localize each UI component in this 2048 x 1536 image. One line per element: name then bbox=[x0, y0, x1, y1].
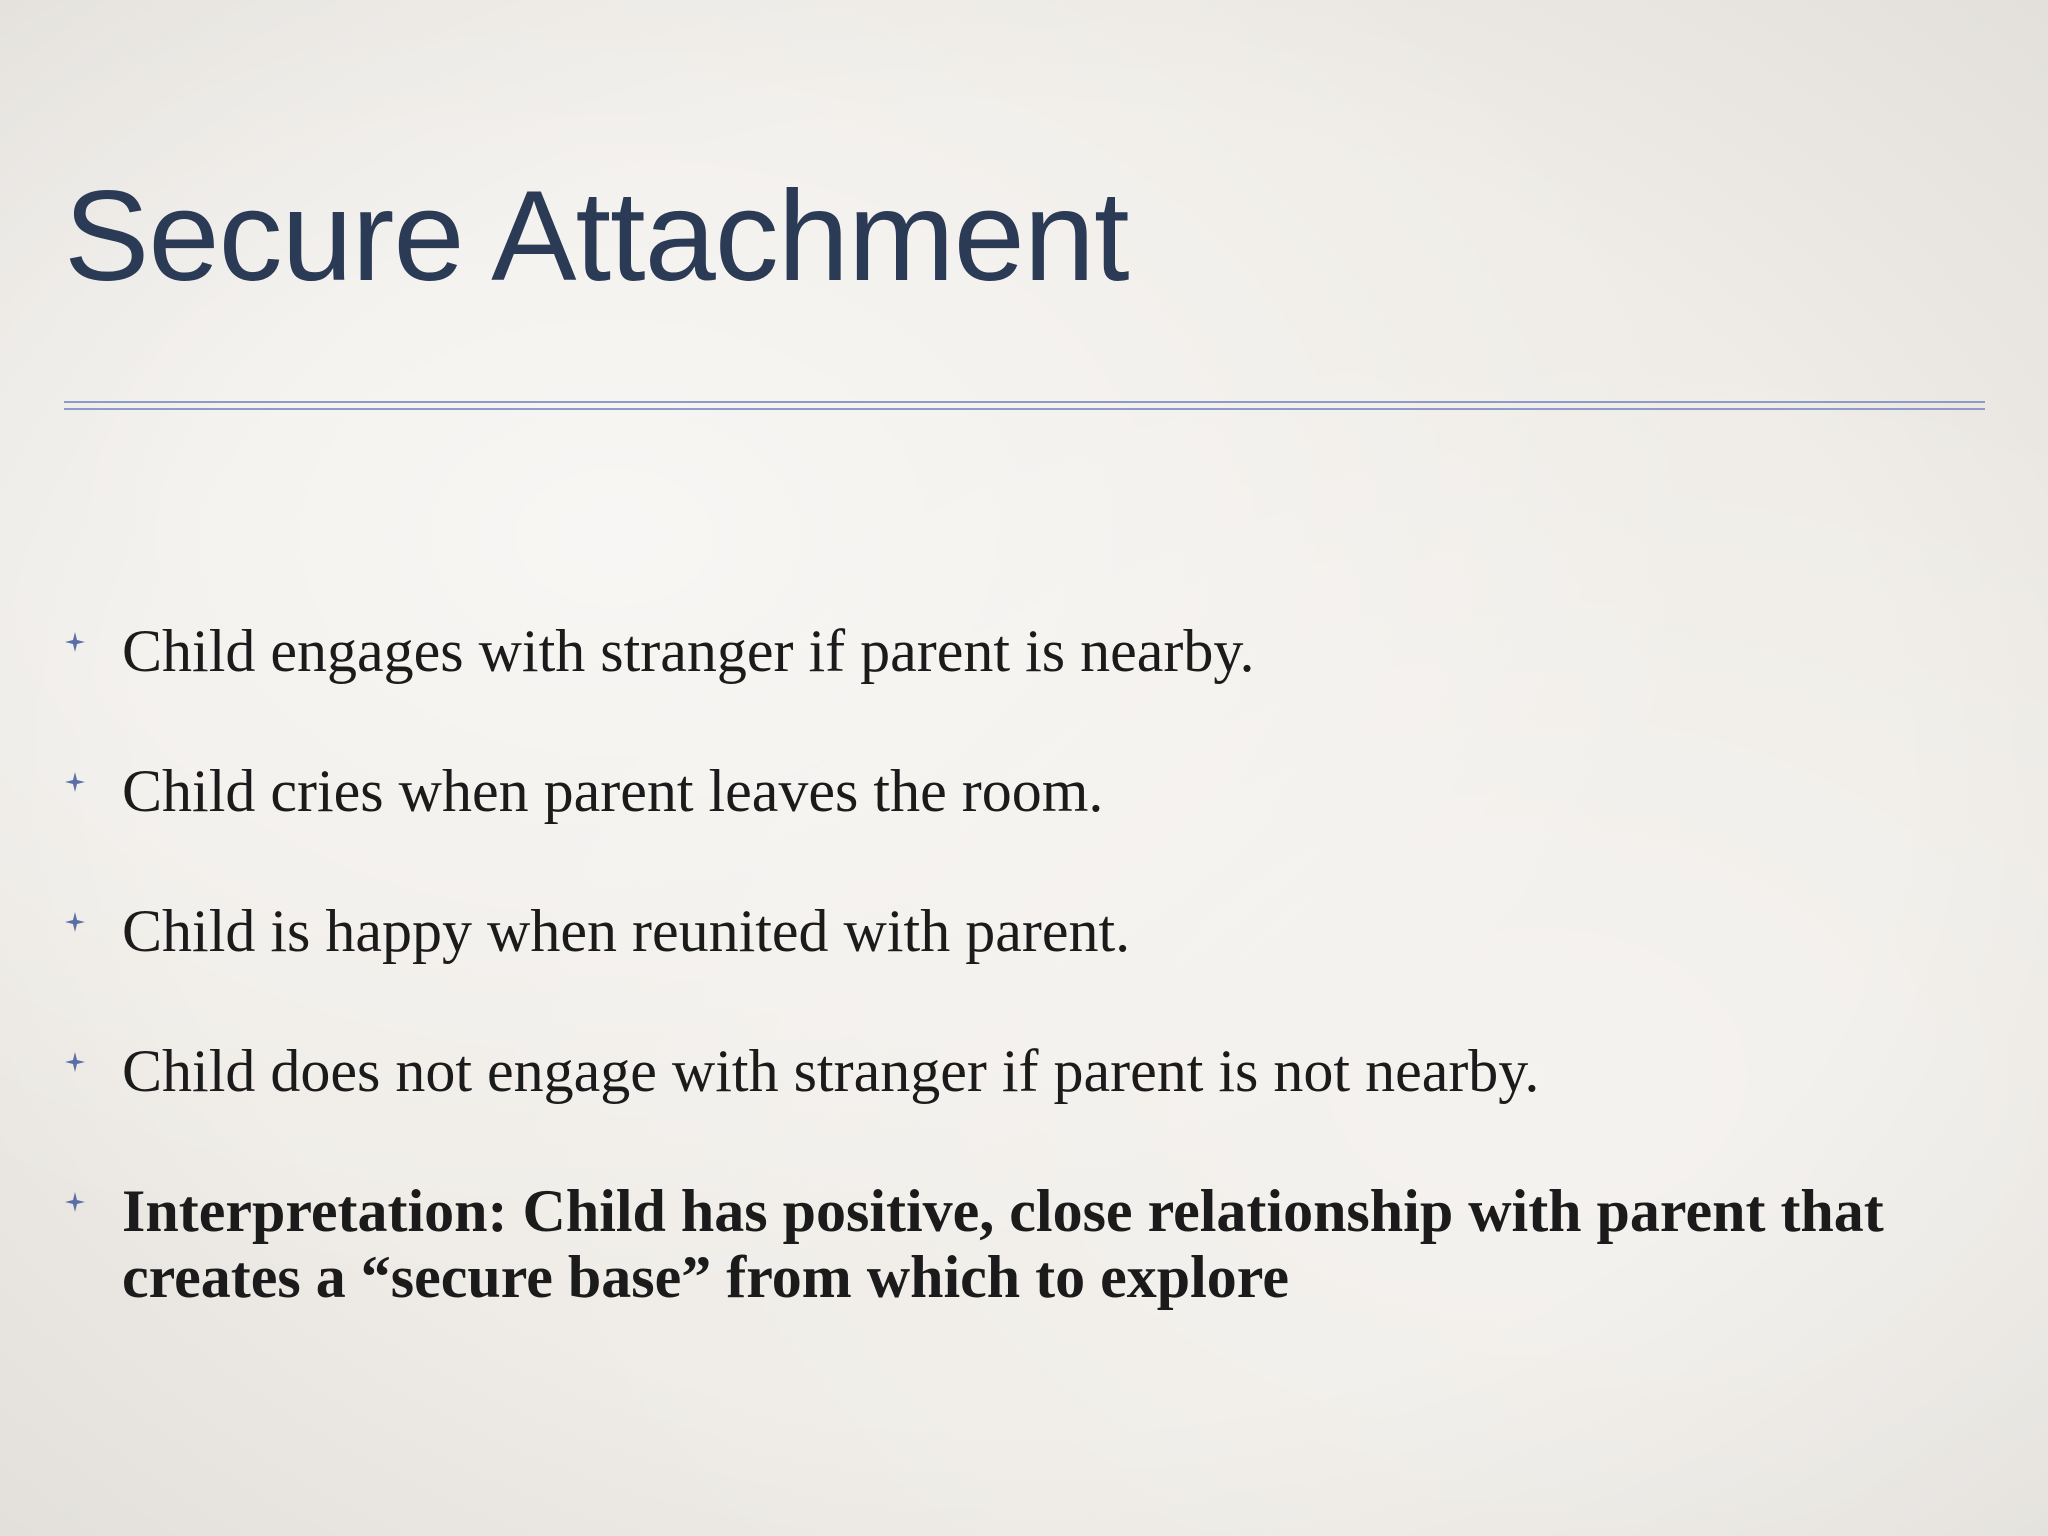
divider-line-top bbox=[64, 401, 1985, 403]
bullet-item bbox=[64, 618, 1984, 684]
four-point-star-icon bbox=[64, 911, 86, 933]
divider-line-bottom bbox=[64, 408, 1985, 410]
bullet-item bbox=[64, 758, 1984, 824]
four-point-star-icon bbox=[64, 771, 86, 793]
title-divider bbox=[64, 401, 1985, 412]
bullet-text: Interpretation: Child has positive, close relationship with parent that creates a “secure base” from which to explore bbox=[122, 1178, 1884, 1310]
bullet-text: Child cries when parent leaves the room. bbox=[122, 758, 1104, 824]
four-point-star-icon bbox=[64, 1191, 86, 1213]
bullet-list bbox=[64, 618, 1984, 1384]
bullet-item-interpretation bbox=[64, 1178, 1984, 1310]
bullet-text: Child does not engage with stranger if parent is not nearby. bbox=[122, 1038, 1540, 1104]
four-point-star-icon bbox=[64, 1051, 86, 1073]
slide-title: Secure Attachment bbox=[64, 165, 1129, 308]
bullet-text: Child is happy when reunited with parent. bbox=[122, 898, 1131, 964]
four-point-star-icon bbox=[64, 631, 86, 653]
bullet-item bbox=[64, 898, 1984, 964]
bullet-item bbox=[64, 1038, 1984, 1104]
bullet-text: Child engages with stranger if parent is nearby. bbox=[122, 618, 1255, 684]
